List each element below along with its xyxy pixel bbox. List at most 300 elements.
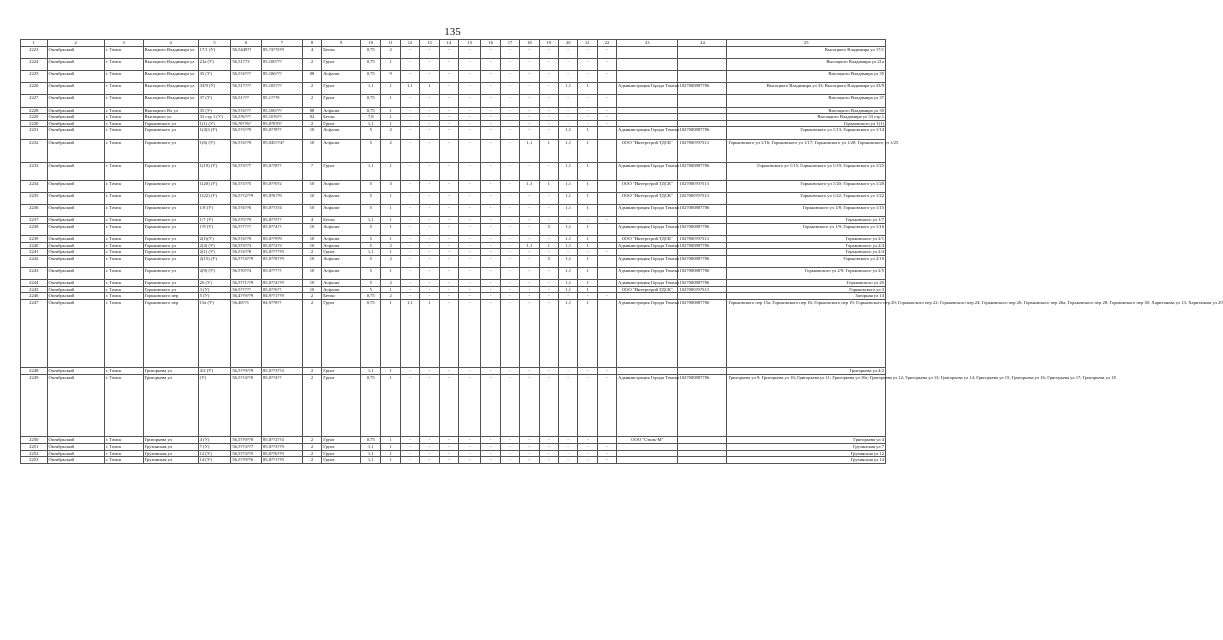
table-cell: Асфальт bbox=[322, 280, 361, 287]
table-cell: 85,045??4? bbox=[261, 139, 302, 162]
table-cell: - bbox=[439, 286, 458, 293]
table-cell: Асфальт bbox=[322, 70, 361, 82]
table-cell: 3 bbox=[381, 180, 400, 192]
table-cell: Высоцкого Владимира ул 35 bbox=[727, 70, 886, 82]
table-cell: 85,0?6??9 bbox=[261, 192, 302, 204]
table-cell: Асфальт bbox=[322, 127, 361, 139]
table-row bbox=[21, 249, 886, 256]
table-cell: - bbox=[539, 95, 558, 107]
table-cell: - bbox=[559, 443, 578, 450]
table-cell: 1,1 bbox=[361, 83, 381, 95]
table-cell: - bbox=[420, 242, 439, 249]
table-cell: - bbox=[400, 255, 419, 267]
table-cell: г. Томск bbox=[104, 293, 143, 300]
table-cell: 1,1 bbox=[361, 450, 381, 457]
table-cell: Асфальт bbox=[322, 236, 361, 243]
table-cell: Октябрьский bbox=[47, 368, 104, 375]
table-cell: - bbox=[578, 120, 597, 127]
table-cell: - bbox=[439, 205, 458, 217]
table-cell: 2248 bbox=[21, 368, 48, 375]
table-row bbox=[21, 242, 886, 249]
table-cell bbox=[617, 368, 678, 375]
table-cell: - bbox=[420, 286, 439, 293]
table-cell: - bbox=[439, 127, 458, 139]
table-cell: 1,1 bbox=[559, 83, 578, 95]
table-cell: - bbox=[500, 255, 519, 267]
table-cell: - bbox=[400, 236, 419, 243]
table-cell: 1027000?0?513 bbox=[678, 180, 727, 192]
table-cell: 1 bbox=[578, 180, 597, 192]
table-cell: 1027000887706 bbox=[678, 268, 727, 280]
table-cell: 1 bbox=[578, 205, 597, 217]
table-cell: 5 bbox=[361, 242, 381, 249]
table-cell: Октябрьский bbox=[47, 242, 104, 249]
table-cell: - bbox=[400, 450, 419, 457]
table-cell: 1/7 (У) bbox=[198, 217, 231, 224]
table-cell: 85,0??7??9 bbox=[261, 249, 302, 256]
table-cell: 5 (У) bbox=[198, 293, 231, 300]
table-cell: 56,5?3??3 bbox=[231, 242, 262, 249]
table-cell: - bbox=[458, 293, 480, 300]
table-cell: Бетон bbox=[322, 217, 361, 224]
table-cell: - bbox=[539, 162, 558, 180]
table-cell bbox=[597, 236, 616, 243]
table-cell: - bbox=[500, 280, 519, 287]
table-cell: 1,1 bbox=[559, 127, 578, 139]
table-cell bbox=[678, 58, 727, 70]
table-cell: - bbox=[481, 443, 500, 450]
table-cell: г. Томск bbox=[104, 249, 143, 256]
table-row bbox=[21, 217, 886, 224]
table-cell: - bbox=[439, 280, 458, 287]
table-cell: - bbox=[539, 46, 558, 58]
table-cell: Грунт bbox=[322, 437, 361, 444]
table-cell: 2 bbox=[302, 249, 321, 256]
table-cell: - bbox=[420, 70, 439, 82]
table-cell: - bbox=[597, 249, 616, 256]
table-cell: - bbox=[578, 107, 597, 114]
table-cell: 5 bbox=[361, 139, 381, 162]
table-cell: - bbox=[400, 293, 419, 300]
table-cell: - bbox=[539, 58, 558, 70]
table-cell: - bbox=[420, 223, 439, 235]
table-cell: Октябрьский bbox=[47, 223, 104, 235]
table-cell: - bbox=[439, 70, 458, 82]
table-cell: 1/8 (У) bbox=[198, 205, 231, 217]
table-cell: 1 bbox=[381, 114, 400, 121]
table-cell: 5 bbox=[361, 280, 381, 287]
table-cell: - bbox=[500, 205, 519, 217]
table-cell: - bbox=[520, 374, 539, 437]
table-cell: - bbox=[500, 46, 519, 58]
table-cell bbox=[617, 46, 678, 58]
table-cell bbox=[678, 443, 727, 450]
table-cell: - bbox=[481, 139, 500, 162]
table-cell: 1/9 (У) bbox=[198, 223, 231, 235]
table-cell: - bbox=[439, 58, 458, 70]
table-cell bbox=[597, 162, 616, 180]
table-cell: Горьковского ул 2/4 bbox=[727, 242, 886, 249]
table-cell: 2228 bbox=[21, 107, 48, 114]
table-cell: 56,48??1 bbox=[231, 299, 262, 367]
table-cell: - bbox=[458, 46, 480, 58]
table-cell: 2 bbox=[381, 139, 400, 162]
table-cell: - bbox=[500, 249, 519, 256]
table-cell: 85,0??4?? bbox=[261, 223, 302, 235]
table-cell: - bbox=[520, 280, 539, 287]
table-cell: - bbox=[420, 236, 439, 243]
table-cell: Октябрьский bbox=[47, 114, 104, 121]
table-cell: 5 bbox=[539, 223, 558, 235]
table-cell bbox=[597, 268, 616, 280]
table-row bbox=[21, 280, 886, 287]
table-cell: - bbox=[439, 192, 458, 204]
table-cell: - bbox=[578, 58, 597, 70]
table-cell: 33/9 (У) bbox=[198, 83, 231, 95]
table-cell: - bbox=[481, 374, 500, 437]
table-cell: - bbox=[500, 223, 519, 235]
table-cell: 2236 bbox=[21, 205, 48, 217]
table-cell: Горьковского пер 15а; Горьковского пер 16; Горьковского пер 19; Горьковского пер 20; Горьковского пер 22; Горьковского пер 24; Горьковского пер 26; Горьковского пер 26а; Горьковского пер 28; Горьковского пер 30; Хаританова ул 13; Хаританова ул 29 bbox=[727, 299, 886, 367]
table-cell: 56,5??1??9 bbox=[231, 280, 262, 287]
table-cell: Грунт bbox=[322, 374, 361, 437]
table-cell: 1 bbox=[381, 107, 400, 114]
table-cell: - bbox=[420, 114, 439, 121]
table-cell bbox=[597, 127, 616, 139]
table-cell: 0,75 bbox=[361, 58, 381, 70]
register-table bbox=[20, 39, 1223, 464]
table-cell: Октябрьский bbox=[47, 83, 104, 95]
table-cell: Администрация Города Томска bbox=[617, 299, 678, 367]
table-cell: Администрация Города Томска bbox=[618, 280, 680, 286]
table-cell: - bbox=[539, 286, 558, 293]
table-cell: 56,5??9??9 bbox=[231, 368, 262, 375]
table-cell: ООО "Интерстрой ТДСК" bbox=[617, 286, 678, 293]
table-cell: 5 bbox=[361, 192, 381, 204]
table-cell: ООО "Интерстрой ТДСК" bbox=[617, 236, 678, 243]
table-cell: Октябрьский bbox=[47, 374, 104, 437]
column-number: 7 bbox=[261, 40, 302, 47]
table-cell: г. Томск bbox=[104, 114, 143, 121]
table-cell: - bbox=[400, 120, 419, 127]
table-cell: г. Томск bbox=[104, 180, 143, 192]
table-row bbox=[21, 192, 886, 204]
table-cell: - bbox=[520, 127, 539, 139]
table-cell: - bbox=[481, 107, 500, 114]
table-cell: Загорная ул 14 bbox=[727, 293, 886, 300]
table-cell: - bbox=[420, 255, 439, 267]
table-cell bbox=[597, 180, 616, 192]
table-cell: Грунт bbox=[322, 457, 361, 464]
table-cell: - bbox=[400, 249, 419, 256]
table-cell: г. Томск bbox=[104, 443, 143, 450]
table-cell: 2 bbox=[381, 46, 400, 58]
table-cell: Горьковского ул bbox=[143, 249, 198, 256]
table-cell: - bbox=[439, 255, 458, 267]
table-cell bbox=[597, 192, 616, 204]
table-cell: - bbox=[500, 236, 519, 243]
table-cell: Григорьева ул 4/2 bbox=[727, 368, 886, 375]
table-cell: 85,0??2?3 bbox=[261, 242, 302, 249]
column-number: 14 bbox=[439, 40, 458, 47]
table-cell: - bbox=[481, 180, 500, 192]
table-cell: - bbox=[559, 114, 578, 121]
table-cell: 2252 bbox=[21, 450, 48, 457]
table-cell: 56,5??9??0 bbox=[231, 437, 262, 444]
table-cell bbox=[617, 114, 678, 121]
table-cell: - bbox=[458, 120, 480, 127]
table-cell: 10 bbox=[302, 255, 321, 267]
table-cell bbox=[617, 95, 678, 107]
table-cell: - bbox=[539, 443, 558, 450]
table-cell: 10 bbox=[302, 180, 321, 192]
table-cell: Горьковского ул bbox=[143, 223, 198, 235]
column-number: 2 bbox=[47, 40, 104, 47]
table-cell: г. Томск bbox=[104, 139, 143, 162]
table-cell: 10 bbox=[302, 127, 321, 139]
table-cell: - bbox=[578, 437, 597, 444]
table-cell: 85,0??8??9 bbox=[261, 255, 302, 267]
table-cell bbox=[678, 293, 727, 300]
table-cell: - bbox=[420, 457, 439, 464]
table-cell: Высоцкого Владимира ул bbox=[143, 58, 198, 70]
table-cell: Грузинская ул bbox=[143, 450, 198, 457]
table-cell: 2б (У) bbox=[198, 280, 231, 287]
column-number: 9 bbox=[322, 40, 361, 47]
table-cell: 4 bbox=[302, 46, 321, 58]
table-cell: 1,1 bbox=[400, 299, 419, 367]
table-cell: - bbox=[520, 120, 539, 127]
table-cell: 1,1 bbox=[520, 139, 539, 162]
table-cell: - bbox=[458, 299, 480, 367]
table-cell: г. Томск bbox=[104, 95, 143, 107]
table-cell: 1 bbox=[381, 374, 400, 437]
table-cell: - bbox=[400, 368, 419, 375]
table-cell: - bbox=[500, 83, 519, 95]
table-cell: г. Томск bbox=[104, 437, 143, 444]
table-cell: Асфальт bbox=[322, 223, 361, 235]
table-cell: 10 bbox=[302, 242, 321, 249]
table-cell: Администрация Города Томска bbox=[617, 162, 678, 180]
table-cell: 1 bbox=[420, 299, 439, 367]
table-cell bbox=[617, 217, 678, 224]
table-cell: 1027000?0?513 bbox=[678, 286, 727, 293]
table-cell: 85,106??? bbox=[261, 107, 302, 114]
table-cell: Грузинская ул bbox=[143, 443, 198, 450]
table-cell: 56,5?4??8 bbox=[231, 249, 262, 256]
table-cell: 56,4??9??9 bbox=[231, 293, 262, 300]
table-cell: - bbox=[539, 107, 558, 114]
table-cell: - bbox=[439, 249, 458, 256]
table-cell: - bbox=[458, 139, 480, 162]
table-cell bbox=[617, 107, 678, 114]
table-cell: - bbox=[578, 46, 597, 58]
column-number: 11 bbox=[381, 40, 400, 47]
table-cell: 1,1 bbox=[361, 162, 381, 180]
table-cell: 21а (У) bbox=[198, 58, 231, 70]
table-cell: Асфальт bbox=[322, 286, 361, 293]
table-cell: 2237 bbox=[21, 217, 48, 224]
table-cell: - bbox=[597, 70, 616, 82]
table-cell: - bbox=[500, 180, 519, 192]
table-cell: - bbox=[400, 268, 419, 280]
table-cell: 2 bbox=[302, 374, 321, 437]
table-cell: 2241 bbox=[21, 249, 48, 256]
table-cell: 56,5??4??9 bbox=[231, 255, 262, 267]
table-cell: 2223 bbox=[21, 46, 48, 58]
table-cell: 1,1 bbox=[559, 280, 578, 287]
table-cell: - bbox=[597, 217, 616, 224]
table-row bbox=[21, 127, 886, 139]
table-cell: 1,1 bbox=[559, 205, 578, 217]
table-cell: - bbox=[439, 95, 458, 107]
table-cell bbox=[617, 120, 678, 127]
table-cell: Грунт bbox=[322, 162, 361, 180]
table-cell: - bbox=[481, 236, 500, 243]
table-cell: 2251 bbox=[21, 443, 48, 450]
table-cell: Горьковского ул 1/15; Горьковского ул 1/19; Горьковского ул 1/25 bbox=[727, 162, 886, 180]
table-cell: 2 bbox=[302, 293, 321, 300]
table-cell: 2 bbox=[302, 443, 321, 450]
table-cell: - bbox=[481, 223, 500, 235]
table-cell: 0,75 bbox=[361, 107, 381, 114]
table-cell: г. Томск bbox=[104, 205, 143, 217]
table-cell: 1 bbox=[420, 83, 439, 95]
table-cell: Октябрьский bbox=[47, 286, 104, 293]
table-cell: - bbox=[458, 450, 480, 457]
table-cell: - bbox=[500, 70, 519, 82]
table-cell: Асфальт bbox=[322, 242, 361, 249]
table-cell: Октябрьский bbox=[47, 280, 104, 287]
table-cell: 1,1 bbox=[361, 457, 381, 464]
table-cell: г. Томск bbox=[104, 58, 143, 70]
table-cell: - bbox=[481, 95, 500, 107]
table-cell: - bbox=[458, 223, 480, 235]
table-cell: Бетон bbox=[322, 46, 361, 58]
table-cell: Бетон bbox=[322, 293, 361, 300]
table-cell: 7 (У) bbox=[198, 443, 231, 450]
table-cell: Грузинская ул bbox=[143, 457, 198, 464]
table-cell: - bbox=[481, 293, 500, 300]
table-cell: - bbox=[500, 127, 519, 139]
table-cell: 1,1 bbox=[559, 242, 578, 249]
table-cell: 2226 bbox=[21, 83, 48, 95]
table-cell: - bbox=[539, 450, 558, 457]
table-cell: 1 bbox=[381, 299, 400, 367]
table-cell: - bbox=[578, 443, 597, 450]
table-cell: - bbox=[458, 70, 480, 82]
table-cell: 2244 bbox=[21, 280, 48, 287]
table-cell bbox=[678, 450, 727, 457]
table-cell: Октябрьский bbox=[47, 268, 104, 280]
table-cell: 35 (У) bbox=[198, 107, 231, 114]
table-cell: - bbox=[458, 437, 480, 444]
table-cell: 0,75 bbox=[361, 70, 381, 82]
table-cell bbox=[617, 70, 678, 82]
table-cell: - bbox=[500, 293, 519, 300]
table-cell: 85,0??4??9 bbox=[261, 280, 302, 287]
table-cell bbox=[597, 280, 616, 287]
table-cell: - bbox=[458, 280, 480, 287]
table-cell: Горьковского ул 2/10 bbox=[727, 255, 886, 267]
table-cell: - bbox=[458, 268, 480, 280]
table-cell: 15а (У) bbox=[198, 299, 231, 367]
table-cell: Горьковского пер bbox=[143, 299, 198, 367]
table-row bbox=[21, 293, 886, 300]
table-cell: 2 bbox=[381, 242, 400, 249]
table-cell: Асфальт bbox=[322, 192, 361, 204]
table-cell: 08 bbox=[302, 107, 321, 114]
table-cell: 1 bbox=[578, 242, 597, 249]
table-cell: Октябрьский bbox=[47, 180, 104, 192]
table-cell: - bbox=[420, 293, 439, 300]
table-cell: Грунт bbox=[322, 368, 361, 375]
table-cell: Горьковского ул bbox=[143, 242, 198, 249]
table-cell: ООО "Стиль-М" bbox=[617, 437, 678, 444]
table-cell: 56,51??? bbox=[231, 95, 262, 107]
table-cell: 1027000887706 bbox=[678, 255, 727, 267]
table-cell: 1027000887706 bbox=[678, 83, 727, 95]
table-cell: Бетон bbox=[322, 114, 361, 121]
table-row bbox=[21, 450, 886, 457]
table-cell: Асфальт bbox=[322, 180, 361, 192]
table-cell: 1,1 bbox=[361, 120, 381, 127]
table-cell: - bbox=[520, 450, 539, 457]
table-cell: 1,1 bbox=[559, 255, 578, 267]
table-cell: - bbox=[539, 114, 558, 121]
table-cell: - bbox=[500, 437, 519, 444]
table-cell: 2229 bbox=[21, 114, 48, 121]
table-cell: - bbox=[500, 139, 519, 162]
table-cell: г. Томск bbox=[104, 217, 143, 224]
table-cell: Грунт bbox=[322, 95, 361, 107]
table-cell: Октябрьский bbox=[47, 443, 104, 450]
table-cell: - bbox=[420, 107, 439, 114]
table-cell: - bbox=[400, 127, 419, 139]
table-cell: 2242 bbox=[21, 255, 48, 267]
table-cell: - bbox=[539, 127, 558, 139]
table-cell: 85,105??? bbox=[261, 83, 302, 95]
table-cell: 1 bbox=[381, 162, 400, 180]
table-cell: 2227 bbox=[21, 95, 48, 107]
table-cell: Администрация Города Томска bbox=[617, 127, 678, 139]
table-cell: - bbox=[481, 268, 500, 280]
table-cell: - bbox=[597, 450, 616, 457]
table-cell: - bbox=[500, 58, 519, 70]
table-cell: 85,0??8?? bbox=[261, 127, 302, 139]
table-cell: Высоцкого Вл ул bbox=[143, 107, 198, 114]
table-cell: Асфальт bbox=[322, 107, 361, 114]
table-cell: 4 bbox=[302, 217, 321, 224]
table-cell: 2240 bbox=[21, 242, 48, 249]
table-cell bbox=[678, 46, 727, 58]
table-cell: 56,5??7?? bbox=[231, 286, 262, 293]
table-cell: 1 bbox=[578, 162, 597, 180]
table-cell: - bbox=[400, 205, 419, 217]
table-cell: - bbox=[520, 299, 539, 367]
table-cell: 10 bbox=[302, 286, 321, 293]
table-cell: - bbox=[420, 217, 439, 224]
table-cell: Горьковского ул bbox=[143, 286, 198, 293]
table-cell: Горьковского ул 1/7 bbox=[727, 217, 886, 224]
table-cell: 56,51773 bbox=[231, 58, 262, 70]
table-cell: ООО "Интерстрой ТДСК" bbox=[617, 180, 678, 192]
table-cell bbox=[597, 242, 616, 249]
table-cell: - bbox=[539, 374, 558, 437]
table-cell: - bbox=[400, 46, 419, 58]
table-cell: Григорьева ул 4 bbox=[727, 437, 886, 444]
table-row bbox=[21, 255, 886, 267]
